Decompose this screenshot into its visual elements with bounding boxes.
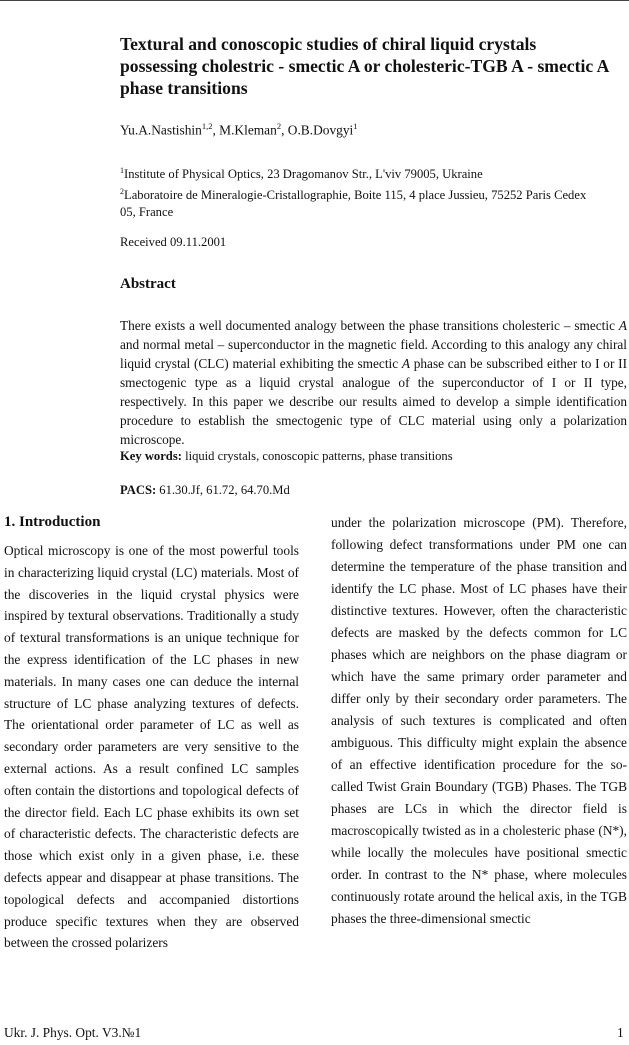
abstract-heading: Abstract xyxy=(120,276,176,292)
abstract-italic-run: A xyxy=(401,356,410,371)
section-heading: 1. Introduction xyxy=(4,514,101,530)
author-name: M.Kleman xyxy=(219,122,277,138)
affiliation-text: Institute of Physical Optics, 23 Dragomanov Str., L'viv 79005, Ukraine xyxy=(124,167,483,182)
abstract-body xyxy=(120,316,627,449)
affiliation-text: Laboratoire de Mineralogie-Cristallographie, Boite 115, 4 place Jussieu, 75252 Paris Cedex 05, France xyxy=(120,188,587,220)
footer-journal: Ukr. J. Phys. Opt. V3.№1 xyxy=(4,1025,142,1040)
top-rule xyxy=(0,0,629,1)
pacs-codes: 61.30.Jf, 61.72, 64.70.Md xyxy=(156,483,290,497)
keywords-text: liquid crystals, conoscopic patterns, phase transitions xyxy=(181,449,453,463)
author-separator: , xyxy=(281,122,288,138)
keywords xyxy=(120,449,453,464)
author-list xyxy=(120,121,358,138)
received-date: Received 09.11.2001 xyxy=(120,235,227,249)
author-affiliation-marker: 2 xyxy=(276,121,282,131)
abstract-text-run: phase can be subscribed either to I or II smectogenic type as a liquid crystal analogue of the superconductor of I or II type, respectively. In this paper we describe our results aimed to develop a simple identification procedure to establish the smectogenic type of CLC material using only a polarization microscope. xyxy=(120,356,627,447)
keywords-label: Key words: xyxy=(120,449,182,463)
right-column-text: under the polarization microscope (PM). Therefore, following defect transformations under PM one can determine the temperature of the phase transition and identify the LC phase. Most of LC phases have their distinctive textures. However, often the characteristic defects are masked by the defects common for LC phases which are neighbors on the phase diagram or which have the same primary order parameter and differ only by their secondary order parameters. The analysis of such textures is complicated and often ambiguous. This difficulty might explain the absence of an effective identification procedure for the so-called Twist Grain Boundary (TGB) Phases. The TGB phases are LCs in which the director field is macroscopically twisted as in a cholesteric phase (N*), while locally the molecules have positional smectic order. In contrast to the N* phase, where molecules continuously rotate around the helical axis, in the TGB phases the three-dimensional smectic xyxy=(331,515,627,926)
affiliations xyxy=(120,162,600,221)
affiliation-marker: 1 xyxy=(120,166,124,175)
author-separator: , xyxy=(212,122,220,138)
paper-title: Textural and conoscopic studies of chiral liquid crystals possessing cholestric - smectic A or cholesteric-TGB A - smectic A phase transitions xyxy=(120,34,609,98)
abstract-italic-run: A xyxy=(618,318,627,333)
affiliation-1 xyxy=(120,162,600,183)
author-name: O.B.Dovgyi xyxy=(287,122,354,138)
author-name: Yu.A.Nastishin xyxy=(120,122,202,138)
abstract-text-run: and normal metal – superconductor in the magnetic field. According to this analogy any chiral liquid crystal (CLC) material exhibiting the smectic xyxy=(120,337,627,371)
left-column-text: Optical microscopy is one of the most powerful tools in characterizing liquid crystal (LC) materials. Most of the discoveries in the liquid crystal physics were inspired by textural observations. Traditionally a study of textural transformations is an unique technique for the express identification of the LC phases in new materials. In many cases one can deduce the internal structure of LC phase analyzing textures of defects. The orientational order parameter of LC as well as secondary order parameters are very sensitive to the external actions. As a result confined LC samples often contain the distortions and topological defects of the director field. Each LC phase exhibits its own set of characteristic defects. The characteristic defects are those which exist only in a given phase, i.e. these defects appear and disappear at phase transitions. The topological defects and accompanied distortions produce specific textures when they are observed between the crossed polarizers xyxy=(4,543,299,951)
author-affiliation-marker: 1,2 xyxy=(201,121,213,131)
author-affiliation-marker: 1 xyxy=(353,121,358,131)
pacs xyxy=(120,483,290,498)
affiliation-marker: 2 xyxy=(120,187,124,197)
abstract-text-run: There exists a well documented analogy between the phase transitions cholesteric – smectic xyxy=(120,318,619,333)
affiliation-2 xyxy=(120,183,600,221)
footer-page-number: 1 xyxy=(617,1025,624,1040)
pacs-label: PACS: xyxy=(120,483,157,497)
